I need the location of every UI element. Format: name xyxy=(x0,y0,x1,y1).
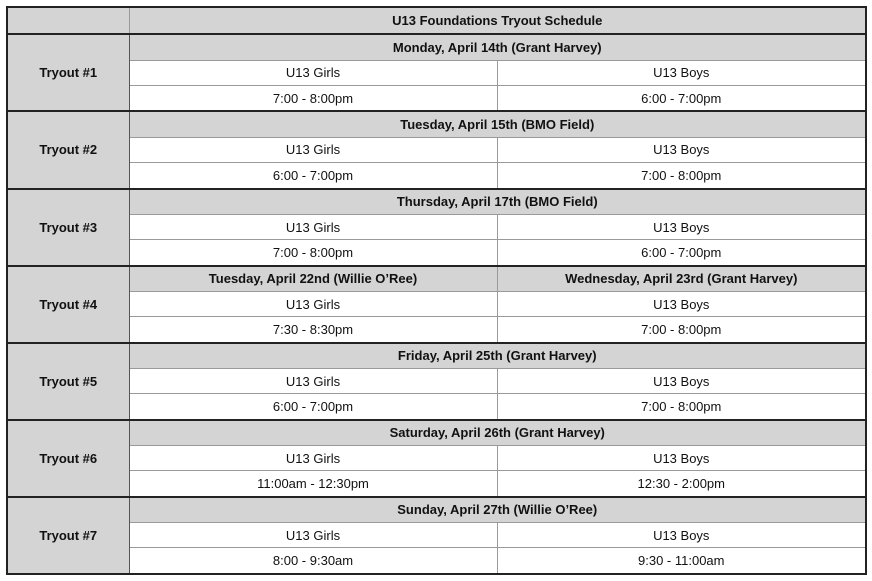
time-boys: 9:30 - 11:00am xyxy=(497,548,866,574)
tryout-date: Saturday, April 26th (Grant Harvey) xyxy=(129,420,866,446)
group-boys: U13 Boys xyxy=(497,446,866,471)
time-girls: 7:30 - 8:30pm xyxy=(129,317,497,343)
tryout-date: Monday, April 14th (Grant Harvey) xyxy=(129,34,866,60)
tryout-date: Sunday, April 27th (Willie O’Ree) xyxy=(129,497,866,523)
tryout-date: Friday, April 25th (Grant Harvey) xyxy=(129,343,866,369)
tryout-time-row xyxy=(7,471,866,497)
time-boys: 7:00 - 8:00pm xyxy=(497,317,866,343)
group-boys: U13 Boys xyxy=(497,291,866,316)
tryout-time-row xyxy=(7,86,866,112)
group-girls: U13 Girls xyxy=(129,214,497,239)
tryout-group-row xyxy=(7,523,866,548)
schedule-title: U13 Foundations Tryout Schedule xyxy=(129,7,866,34)
group-boys: U13 Boys xyxy=(497,368,866,393)
tryout-group-row xyxy=(7,137,866,162)
tryout-date-row xyxy=(7,189,866,215)
tryout-date-row xyxy=(7,343,866,369)
group-boys: U13 Boys xyxy=(497,523,866,548)
time-boys: 7:00 - 8:00pm xyxy=(497,163,866,189)
time-boys: 7:00 - 8:00pm xyxy=(497,394,866,420)
group-girls: U13 Girls xyxy=(129,291,497,316)
tryout-group-row xyxy=(7,368,866,393)
title-row xyxy=(7,7,866,34)
tryout-group-row xyxy=(7,446,866,471)
tryout-time-row xyxy=(7,548,866,574)
group-girls: U13 Girls xyxy=(129,446,497,471)
tryout-date-row xyxy=(7,111,866,137)
tryout-date: Tuesday, April 15th (BMO Field) xyxy=(129,111,866,137)
time-boys: 6:00 - 7:00pm xyxy=(497,86,866,112)
group-boys: U13 Boys xyxy=(497,60,866,85)
time-girls: 7:00 - 8:00pm xyxy=(129,240,497,266)
tryout-date-girls: Tuesday, April 22nd (Willie O’Ree) xyxy=(129,266,497,292)
tryout-time-row xyxy=(7,163,866,189)
schedule-table xyxy=(6,6,867,575)
tryout-label: Tryout #4 xyxy=(7,266,129,343)
time-girls: 6:00 - 7:00pm xyxy=(129,394,497,420)
tryout-date-row xyxy=(7,420,866,446)
tryout-date-row xyxy=(7,34,866,60)
group-girls: U13 Girls xyxy=(129,368,497,393)
group-girls: U13 Girls xyxy=(129,137,497,162)
time-girls: 8:00 - 9:30am xyxy=(129,548,497,574)
tryout-date-boys: Wednesday, April 23rd (Grant Harvey) xyxy=(497,266,866,292)
group-boys: U13 Boys xyxy=(497,214,866,239)
tryout-date: Thursday, April 17th (BMO Field) xyxy=(129,189,866,215)
corner-cell xyxy=(7,7,129,34)
tryout-label: Tryout #2 xyxy=(7,111,129,188)
group-boys: U13 Boys xyxy=(497,137,866,162)
time-boys: 6:00 - 7:00pm xyxy=(497,240,866,266)
tryout-label: Tryout #7 xyxy=(7,497,129,574)
tryout-label: Tryout #6 xyxy=(7,420,129,497)
tryout-schedule xyxy=(6,6,865,575)
tryout-label: Tryout #3 xyxy=(7,189,129,266)
group-girls: U13 Girls xyxy=(129,60,497,85)
time-girls: 6:00 - 7:00pm xyxy=(129,163,497,189)
tryout-group-row xyxy=(7,214,866,239)
tryout-label: Tryout #1 xyxy=(7,34,129,111)
tryout-time-row xyxy=(7,394,866,420)
time-girls: 11:00am - 12:30pm xyxy=(129,471,497,497)
tryout-group-row xyxy=(7,60,866,85)
time-boys: 12:30 - 2:00pm xyxy=(497,471,866,497)
tryout-date-row xyxy=(7,497,866,523)
tryout-date-row xyxy=(7,266,866,292)
group-girls: U13 Girls xyxy=(129,523,497,548)
tryout-label: Tryout #5 xyxy=(7,343,129,420)
tryout-time-row xyxy=(7,317,866,343)
tryout-time-row xyxy=(7,240,866,266)
tryout-group-row xyxy=(7,291,866,316)
time-girls: 7:00 - 8:00pm xyxy=(129,86,497,112)
